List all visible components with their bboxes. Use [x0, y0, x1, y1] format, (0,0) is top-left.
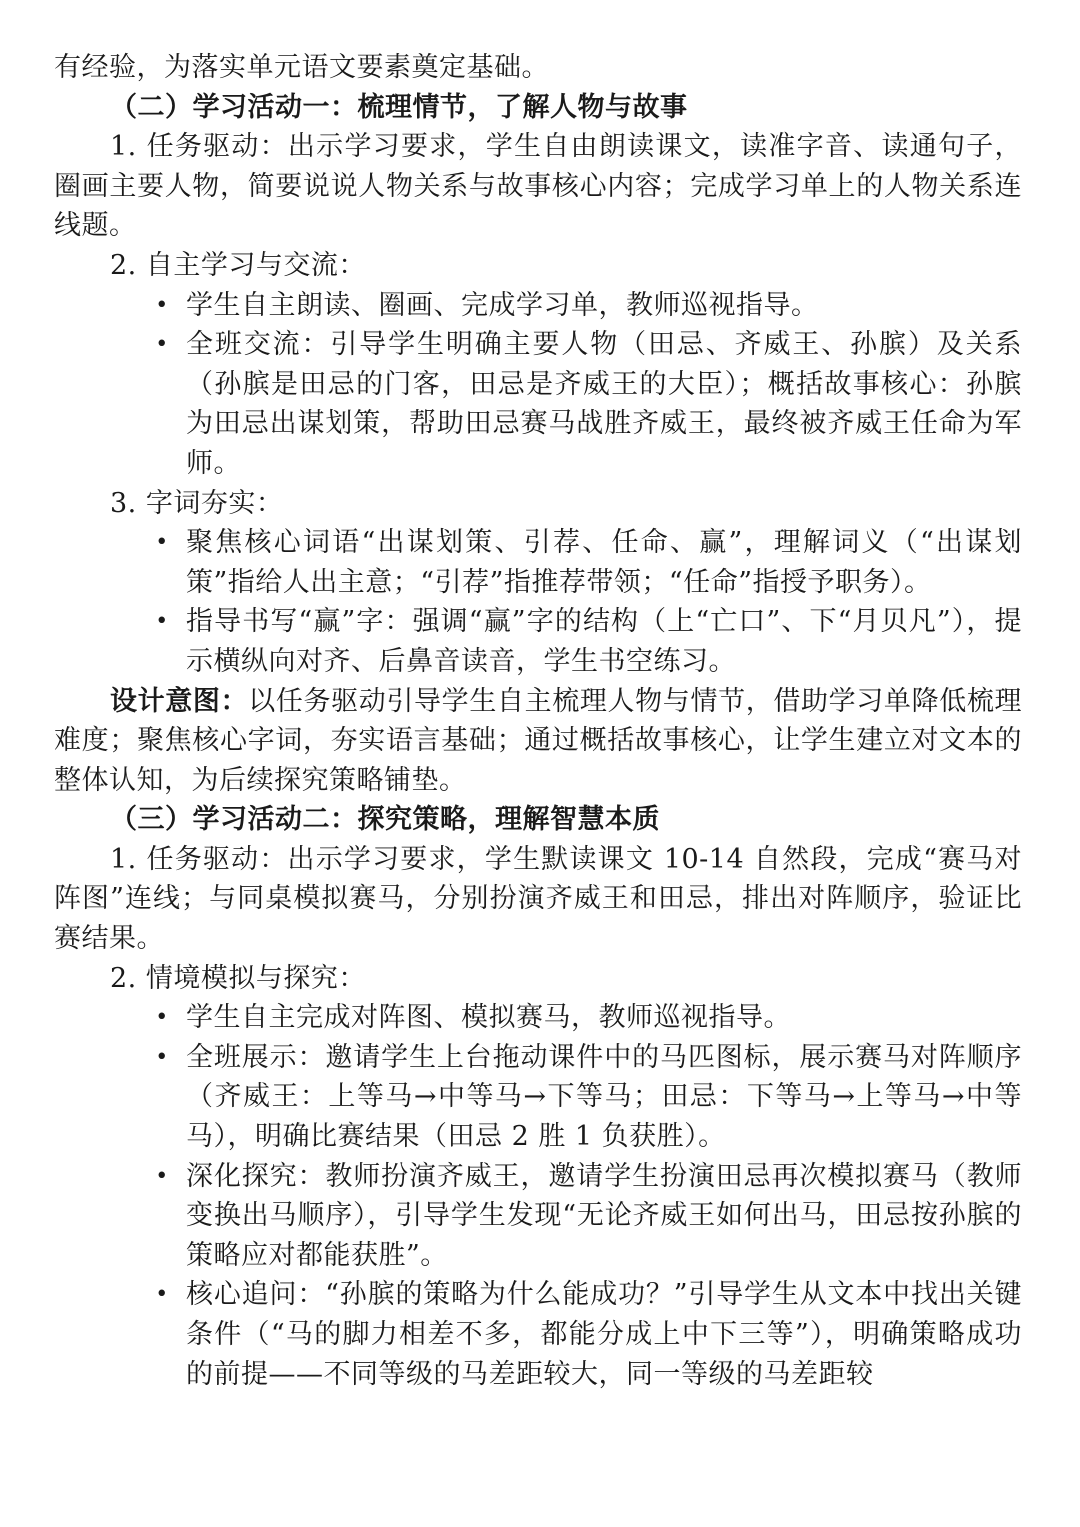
- list-item: [155, 325, 1022, 483]
- list-item: [155, 523, 1022, 602]
- section-2-heading: （二）学习活动一：梳理情节，了解人物与故事: [110, 91, 688, 123]
- design-intent-label: 设计意图：: [110, 685, 249, 717]
- list-item: [155, 602, 1022, 681]
- section-2-task: 1. 任务驱动：出示学习要求，学生自由朗读课文，读准字音、读通句子，圈画主要人物，简要说说人物关系与故事核心内容；完成学习单上的人物关系连线题。: [54, 131, 1022, 242]
- section-3-sim-title: 2. 情境模拟与探究：: [110, 962, 366, 994]
- list-item-text: 深化探究：教师扮演齐威王，邀请学生扮演田忌再次模拟赛马（教师变换出马顺序），引导学生发现“无论齐威王如何出马，田忌按孙膑的策略应对都能获胜”。: [186, 1160, 1022, 1271]
- bullet-icon: •: [155, 609, 169, 635]
- list-item: [155, 1157, 1022, 1276]
- bullet-icon: •: [155, 1005, 169, 1031]
- section-3-heading: （三）学习活动二：探究策略，理解智慧本质: [110, 804, 660, 836]
- list-item-text: 指导书写“赢”字：强调“赢”字的结构（上“亡口”、下“月贝凡”），提示横纵向对齐、后鼻音读音，学生书空练习。: [186, 606, 1022, 677]
- design-intent-text: 以任务驱动引导学生自主梳理人物与情节，借助学习单降低梳理难度；聚焦核心字词，夯实语言基础；通过概括故事核心，让学生建立对文本的整体认知，为后续探究策略铺垫。: [54, 685, 1022, 796]
- intro-tail: 有经验，为落实单元语文要素奠定基础。: [54, 52, 549, 83]
- list-item-text: 全班展示：邀请学生上台拖动课件中的马匹图标，展示赛马对阵顺序（齐威王：上等马→中等马→下等马；田忌：下等马→上等马→中等马），明确比赛结果（田忌 2 胜 1 负获胜）。: [186, 1041, 1022, 1153]
- list-item-text: 学生自主朗读、圈画、完成学习单，教师巡视指导。: [186, 289, 819, 321]
- section-2-words-title: 3. 字词夯实：: [110, 487, 284, 519]
- section-2-self-study-title: 2. 自主学习与交流：: [110, 249, 366, 281]
- section-2-words-list: [54, 523, 1022, 681]
- list-item: [155, 998, 1022, 1038]
- list-item: [155, 286, 1022, 326]
- list-item-text: 聚焦核心词语“出谋划策、引荐、任命、赢”，理解词义（“出谋划策”指给人出主意；“引荐”指推荐带领；“任命”指授予职务）。: [186, 527, 1022, 598]
- design-intent: [54, 682, 1022, 801]
- bullet-icon: •: [155, 1282, 169, 1308]
- bullet-icon: •: [155, 332, 169, 358]
- list-item-text: 全班交流：引导学生明确主要人物（田忌、齐威王、孙膑）及关系（孙膑是田忌的门客，田忌是齐威王的大臣）；概括故事核心：孙膑为田忌出谋划策，帮助田忌赛马战胜齐威王，最终被齐威王任命为军师。: [186, 329, 1022, 479]
- list-item-text: 学生自主完成对阵图、模拟赛马，教师巡视指导。: [186, 1002, 791, 1034]
- list-item: [155, 1275, 1022, 1394]
- bullet-icon: •: [155, 292, 169, 318]
- section-3-task: 1. 任务驱动：出示学习要求，学生默读课文 10-14 自然段，完成“赛马对阵图”连线；与同桌模拟赛马，分别扮演齐威王和田忌，排出对阵顺序，验证比赛结果。: [54, 843, 1022, 955]
- list-item: [155, 1038, 1022, 1157]
- bullet-icon: •: [155, 1163, 169, 1189]
- bullet-icon: •: [155, 1044, 169, 1070]
- bullet-icon: •: [155, 530, 169, 556]
- section-2-self-study-list: [54, 286, 1022, 484]
- section-3-sim-list: [54, 998, 1022, 1394]
- list-item-text: 核心追问：“孙膑的策略为什么能成功？”引导学生从文本中找出关键条件（“马的脚力相差不多，都能分成上中下三等”），明确策略成功的前提——不同等级的马差距较大，同一等级的马差距较: [186, 1279, 1022, 1390]
